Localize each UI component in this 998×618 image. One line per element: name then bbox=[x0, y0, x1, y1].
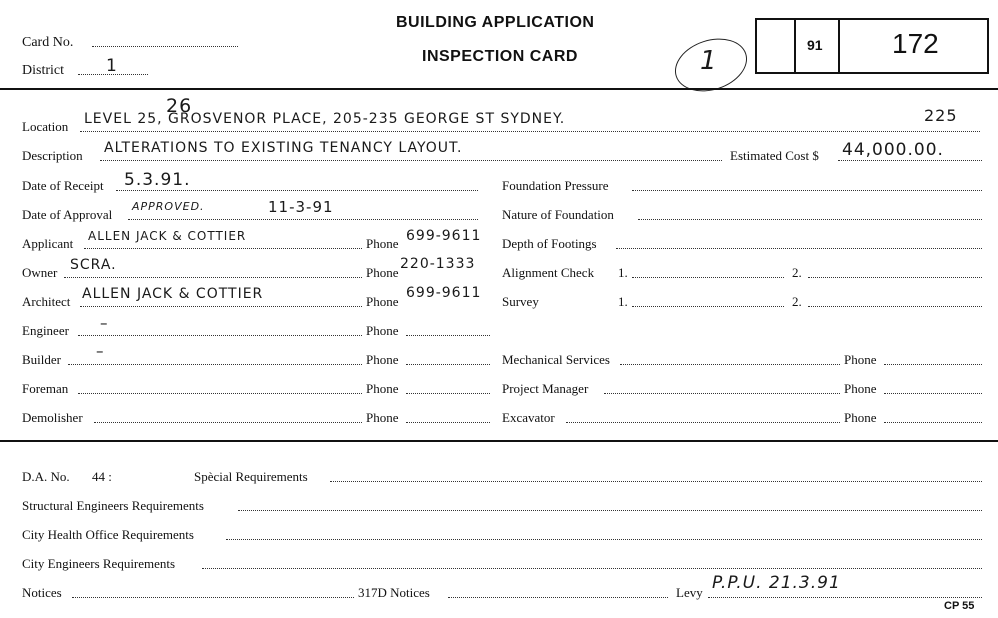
project-manager-phone-line bbox=[884, 393, 982, 394]
special-requirements-line bbox=[330, 481, 982, 482]
levy-value: P.P.U. 21.3.91 bbox=[712, 573, 841, 593]
excavator-phone-line bbox=[884, 422, 982, 423]
alignment-check-line1 bbox=[632, 277, 784, 278]
description-value: ALTERATIONS TO EXISTING TENANCY LAYOUT. bbox=[104, 140, 463, 156]
city-engineers-requirements-label: City Engineers Requirements bbox=[22, 556, 176, 571]
box-year: 91 bbox=[807, 37, 823, 53]
engineer-line bbox=[78, 335, 362, 336]
estimated-cost-label: Estimated Cost $ bbox=[730, 148, 819, 163]
engineer-phone-label: Phone bbox=[366, 323, 399, 338]
header-rule bbox=[0, 88, 998, 90]
owner-line bbox=[64, 277, 362, 278]
alignment-check-num1: 1. bbox=[618, 265, 628, 280]
date-receipt-label: Date of Receipt bbox=[22, 178, 104, 193]
card-no-label: Card No. bbox=[22, 35, 74, 50]
district-value: 1 bbox=[106, 56, 118, 76]
foreman-phone-label: Phone bbox=[366, 381, 399, 396]
description-label: Description bbox=[22, 148, 83, 163]
city-engineers-requirements-line bbox=[202, 568, 982, 569]
location-label: Location bbox=[22, 119, 69, 134]
owner-label: Owner bbox=[22, 265, 58, 280]
survey-label: Survey bbox=[502, 294, 539, 309]
date-receipt-line bbox=[116, 190, 478, 191]
da-no-value: 44 : bbox=[92, 469, 112, 484]
architect-line bbox=[80, 306, 362, 307]
builder-line bbox=[68, 364, 362, 365]
foreman-line bbox=[78, 393, 362, 394]
notices-label: Notices bbox=[22, 585, 62, 600]
demolisher-phone-line bbox=[406, 422, 490, 423]
foundation-pressure-line bbox=[632, 190, 982, 191]
engineer-phone-line bbox=[406, 335, 490, 336]
location-value: LEVEL 25, GROSVENOR PLACE, 205-235 GEORGE ST SYDNEY. bbox=[84, 111, 566, 127]
section-rule bbox=[0, 440, 998, 442]
builder-phone-label: Phone bbox=[366, 352, 399, 367]
date-approval-value: APPROVED. bbox=[132, 200, 205, 213]
date-approval-label: Date of Approval bbox=[22, 207, 113, 222]
depth-footings-label: Depth of Footings bbox=[502, 236, 597, 251]
district-label: District bbox=[22, 63, 64, 78]
estimated-cost-line bbox=[838, 160, 982, 161]
structural-requirements-line bbox=[238, 510, 982, 511]
structural-requirements-label: Structural Engineers Requirements bbox=[22, 498, 204, 513]
survey-line2 bbox=[808, 306, 982, 307]
project-manager-label: Project Manager bbox=[502, 381, 589, 396]
foreman-label: Foreman bbox=[22, 381, 69, 396]
levy-label: Levy bbox=[676, 585, 703, 600]
estimated-cost-value: 44,000.00. bbox=[842, 140, 944, 160]
mechanical-phone-label: Phone bbox=[844, 352, 877, 367]
owner-phone-label: Phone bbox=[366, 265, 399, 280]
nature-foundation-label: Nature of Foundation bbox=[502, 207, 614, 222]
form-code: CP 55 bbox=[944, 600, 975, 612]
survey-num2: 2. bbox=[792, 294, 802, 309]
alignment-check-num2: 2. bbox=[792, 265, 802, 280]
mechanical-phone-line bbox=[884, 364, 982, 365]
foreman-phone-line bbox=[406, 393, 490, 394]
box-number: 172 bbox=[892, 28, 939, 59]
builder-phone-line bbox=[406, 364, 490, 365]
architect-phone-label: Phone bbox=[366, 294, 399, 309]
alignment-check-label: Alignment Check bbox=[502, 265, 595, 280]
alignment-check-line2 bbox=[808, 277, 982, 278]
notices-line bbox=[72, 597, 354, 598]
description-line bbox=[100, 160, 722, 161]
applicant-line bbox=[84, 248, 362, 249]
depth-footings-line bbox=[616, 248, 982, 249]
location-margin-note: 225 bbox=[924, 106, 958, 125]
survey-num1: 1. bbox=[618, 294, 628, 309]
builder-value: – bbox=[96, 342, 105, 360]
applicant-label: Applicant bbox=[22, 236, 74, 251]
mechanical-line bbox=[620, 364, 840, 365]
date-receipt-value: 5.3.91. bbox=[124, 170, 191, 190]
card-number-box bbox=[755, 18, 989, 74]
architect-value: ALLEN JACK & COTTIER bbox=[82, 286, 264, 302]
applicant-value: ALLEN JACK & COTTIER bbox=[88, 229, 247, 243]
project-manager-line bbox=[604, 393, 840, 394]
title-line2: INSPECTION CARD bbox=[422, 48, 578, 65]
date-approval-line bbox=[128, 219, 478, 220]
architect-phone: 699-9611 bbox=[406, 285, 482, 301]
excavator-label: Excavator bbox=[502, 410, 555, 425]
nature-foundation-line bbox=[638, 219, 982, 220]
engineer-value: – bbox=[100, 314, 109, 332]
date-approval-date: 11-3-91 bbox=[268, 198, 334, 216]
mechanical-label: Mechanical Services bbox=[502, 352, 610, 367]
demolisher-label: Demolisher bbox=[22, 410, 83, 425]
location-line bbox=[80, 131, 980, 132]
excavator-phone-label: Phone bbox=[844, 410, 877, 425]
da-no-label: D.A. No. bbox=[22, 469, 70, 484]
project-manager-phone-label: Phone bbox=[844, 381, 877, 396]
health-requirements-label: City Health Office Requirements bbox=[22, 527, 194, 542]
excavator-line bbox=[566, 422, 840, 423]
architect-label: Architect bbox=[22, 294, 71, 309]
builder-label: Builder bbox=[22, 352, 61, 367]
special-requirements-label: Spècial Requirements bbox=[194, 469, 308, 484]
engineer-label: Engineer bbox=[22, 323, 69, 338]
applicant-phone: 699-9611 bbox=[406, 228, 482, 244]
circled-number: 1 bbox=[700, 46, 718, 76]
owner-phone: 220-1333 bbox=[400, 256, 476, 272]
title-line1: BUILDING APPLICATION bbox=[396, 14, 595, 31]
demolisher-phone-label: Phone bbox=[366, 410, 399, 425]
card-no-line bbox=[92, 46, 238, 47]
foundation-pressure-label: Foundation Pressure bbox=[502, 178, 609, 193]
health-requirements-line bbox=[226, 539, 982, 540]
survey-line1 bbox=[632, 306, 784, 307]
317d-notices-line bbox=[448, 597, 668, 598]
317d-notices-label: 317D Notices bbox=[358, 585, 430, 600]
levy-line bbox=[708, 597, 982, 598]
applicant-phone-label: Phone bbox=[366, 236, 399, 251]
demolisher-line bbox=[94, 422, 362, 423]
owner-value: SCRA. bbox=[70, 257, 117, 273]
location-correction: 26 bbox=[166, 95, 193, 117]
